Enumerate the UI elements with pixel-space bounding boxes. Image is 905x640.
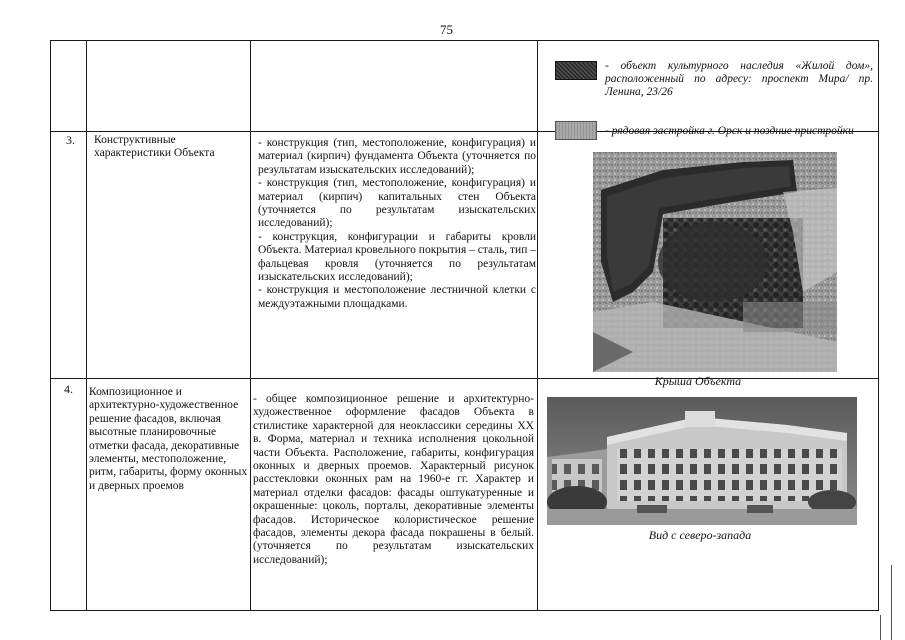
row-description xyxy=(258,137,536,311)
scan-margin-mark xyxy=(891,565,892,640)
photo-caption: Вид с северо-запада xyxy=(648,528,752,542)
table-top-border xyxy=(50,40,879,41)
table-right-border xyxy=(878,40,879,611)
table-left-border xyxy=(50,40,51,611)
table-col-divider xyxy=(250,40,251,611)
row-description xyxy=(253,393,534,567)
legend-swatch-ordinary xyxy=(555,121,597,140)
building-facade-photo-icon xyxy=(547,397,857,525)
description-item: - конструкция и местоположение лестничной клетки с междуэтажными площадками. xyxy=(258,284,536,310)
description-item: - общее композиционное решение и архитектурно-художественное оформление фасадов Объекта в стилистике характерной для неоклассики середины XX в. Форма, материал и техника исполнения цокольной части Объекта. Расположение, габариты, конфигурация оконных и дверных проемов. Характерный рисунок расстекловки оконных рам на 1960-е гг. Характер и материал отделки фасадов: фасады оштукатуренные и окрашенные: цоколь, порталы, декоративные элементы фасадов. Историческое колористическое решение фасадов, элементы декора фасада покрашены в белый. (уточняется по результатам изыскательских исследований); xyxy=(253,393,534,566)
building-facade-photo xyxy=(547,397,857,525)
table-bottom-border xyxy=(50,610,879,611)
photo-caption: Крыша Объекта xyxy=(654,374,742,388)
legend-text-heritage: - объект культурного наследия «Жилой дом», расположенный по адресу: проспект Мира/ пр. Ленина, 23/26 xyxy=(605,60,873,98)
legend-swatch-heritage xyxy=(555,61,597,80)
row-number: 4. xyxy=(64,382,73,396)
legend-text-ordinary: - рядовая застройка г. Орск и поздние пристройки xyxy=(605,125,854,137)
row-title: Конструктивные характеристики Объекта xyxy=(94,134,215,160)
row-number: 3. xyxy=(66,133,75,147)
scan-margin-mark xyxy=(880,615,881,640)
description-item: - конструкция (тип, местоположение, конфигурация) и материал (кирпич) фундамента Объекта (уточняется по результатам изыскательских исследований); xyxy=(258,137,536,176)
aerial-roof-photo xyxy=(593,152,837,372)
table-col-divider xyxy=(86,40,87,611)
page-number: 75 xyxy=(440,22,453,37)
aerial-roof-photo-icon xyxy=(593,152,837,372)
row-title: Композиционное и архитектурно-художественное решение фасадов, включая высотные планировочные отметки фасада, декоративные элементы, местоположение, ритм, габариты, форму оконных и дверных проемов xyxy=(89,386,248,492)
table-col-divider xyxy=(537,40,538,611)
description-item: - конструкция (тип, местоположение, конфигурация) и материал (кирпич) капитальных стен Объекта (уточняется по результатам изыскательских исследований); xyxy=(258,177,536,230)
description-item: - конструкция, конфигурации и габариты кровли Объекта. Материал кровельного покрытия – сталь, тип – фальцевая кровля (уточняется по результатам изыскательских исследований); xyxy=(258,230,536,284)
